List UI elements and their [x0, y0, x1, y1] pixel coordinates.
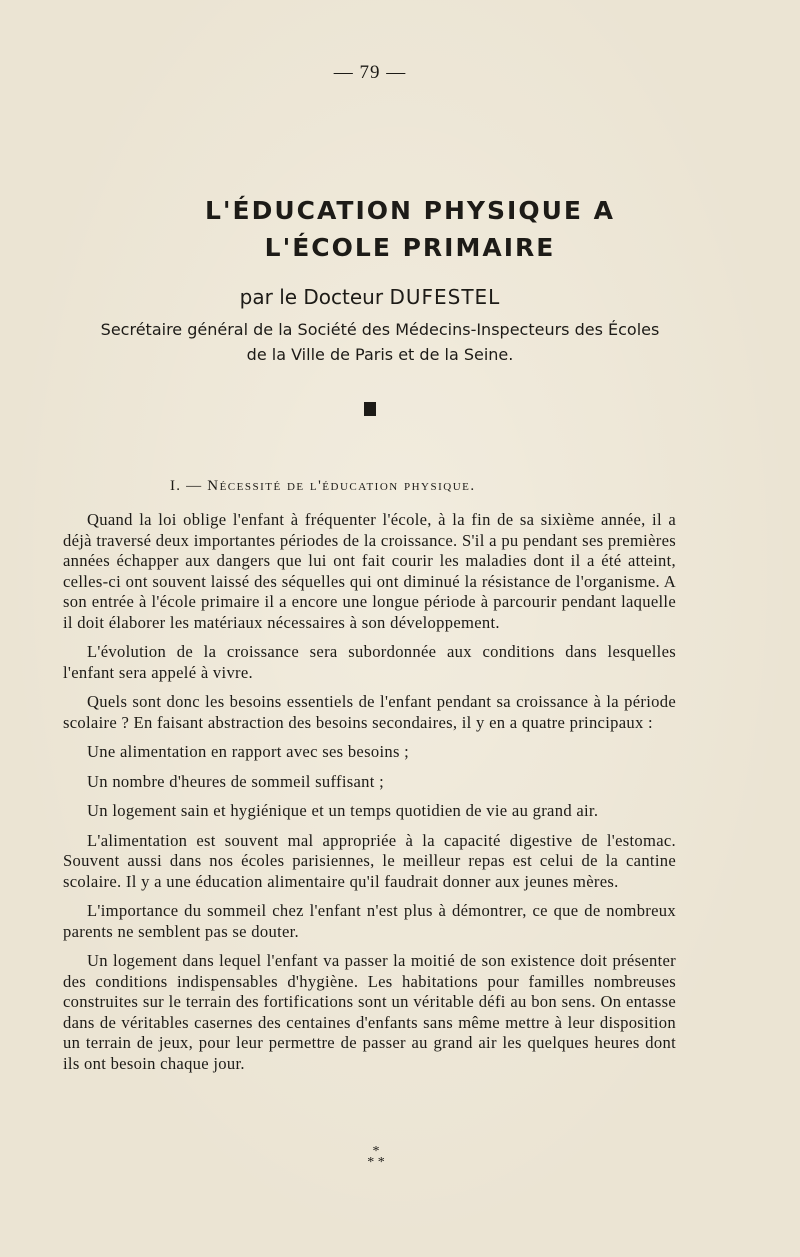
affiliation-line-1: Secrétaire général de la Société des Médecins-Inspecteurs des Écoles	[100, 320, 660, 339]
paragraph: L'importance du sommeil chez l'enfant n'est plus à démontrer, ce que de nombreux parents ne semblent pas se douter.	[63, 901, 676, 941]
square-ornament-icon	[364, 402, 376, 416]
paragraph: Quels sont donc les besoins essentiels de l'enfant pendant sa croissance à la période scolaire ? En faisant abstraction des besoins secondaires, il y en a quatre principaux :	[63, 692, 676, 732]
byline-prefix: par le Docteur	[239, 285, 384, 309]
paragraph: Un logement dans lequel l'enfant va passer la moitié de son existence doit présenter des conditions indispensables d'hygiène. Les habitations pour familles nombreuses construites sur le terrain des fortifications sont un véritable défi au bon sens. On entasse dans de véritables casernes des centaines d'enfants sans même mettre à leur disposition un terrain de jeux, pour leur permettre de passer au grand air les quelques heures dont ils ont besoin chaque jour.	[63, 951, 676, 1073]
author-name: DUFESTEL	[389, 285, 501, 309]
title-line-1: L'ÉDUCATION PHYSIQUE A	[204, 196, 616, 225]
affiliation-line-2: de la Ville de Paris et de la Seine.	[246, 345, 514, 364]
section-number: I. —	[170, 478, 203, 494]
asterism-top: *	[372, 1144, 380, 1159]
paragraph: Une alimentation en rapport avec ses besoins ;	[87, 742, 410, 761]
paragraph: Un logement sain et hygiénique et un temps quotidien de vie au grand air.	[87, 801, 599, 820]
section-heading	[170, 478, 476, 495]
asterism-bottom: * *	[367, 1155, 385, 1170]
title-line-2: L'ÉCOLE PRIMAIRE	[264, 233, 556, 262]
body-text	[63, 510, 676, 1083]
page-number: — 79 —	[333, 62, 407, 83]
asterism	[356, 1146, 396, 1168]
paragraph: L'évolution de la croissance sera subordonnée aux conditions dans lesquelles l'enfant sera appelé à vivre.	[63, 642, 676, 682]
section-title: Nécessité de l'éducation physique.	[207, 478, 476, 494]
byline	[0, 285, 740, 309]
paragraph: L'alimentation est souvent mal appropriée à la capacité digestive de l'estomac. Souvent aussi dans nos écoles parisiennes, le meilleur repas est celui de la cantine scolaire. Il y a une éducation alimentaire qu'il faudrait donner aux jeunes mères.	[63, 830, 676, 891]
paragraph: Un nombre d'heures de sommeil suffisant ;	[87, 771, 385, 791]
paragraph: Quand la loi oblige l'enfant à fréquenter l'école, à la fin de sa sixième année, il a déjà traversé deux importantes périodes de la croissance. S'il a pu pendant ses premières années échapper aux dangers que lui ont fait courir les maladies dont il a été atteint, celles-ci ont souvent laissé des séquelles qui ont diminué la résistance de l'organisme. A son entrée à l'école primaire il a encore une longue période à parcourir pendant laquelle il doit élaborer les matériaux nécessaires à son développement.	[63, 510, 676, 632]
